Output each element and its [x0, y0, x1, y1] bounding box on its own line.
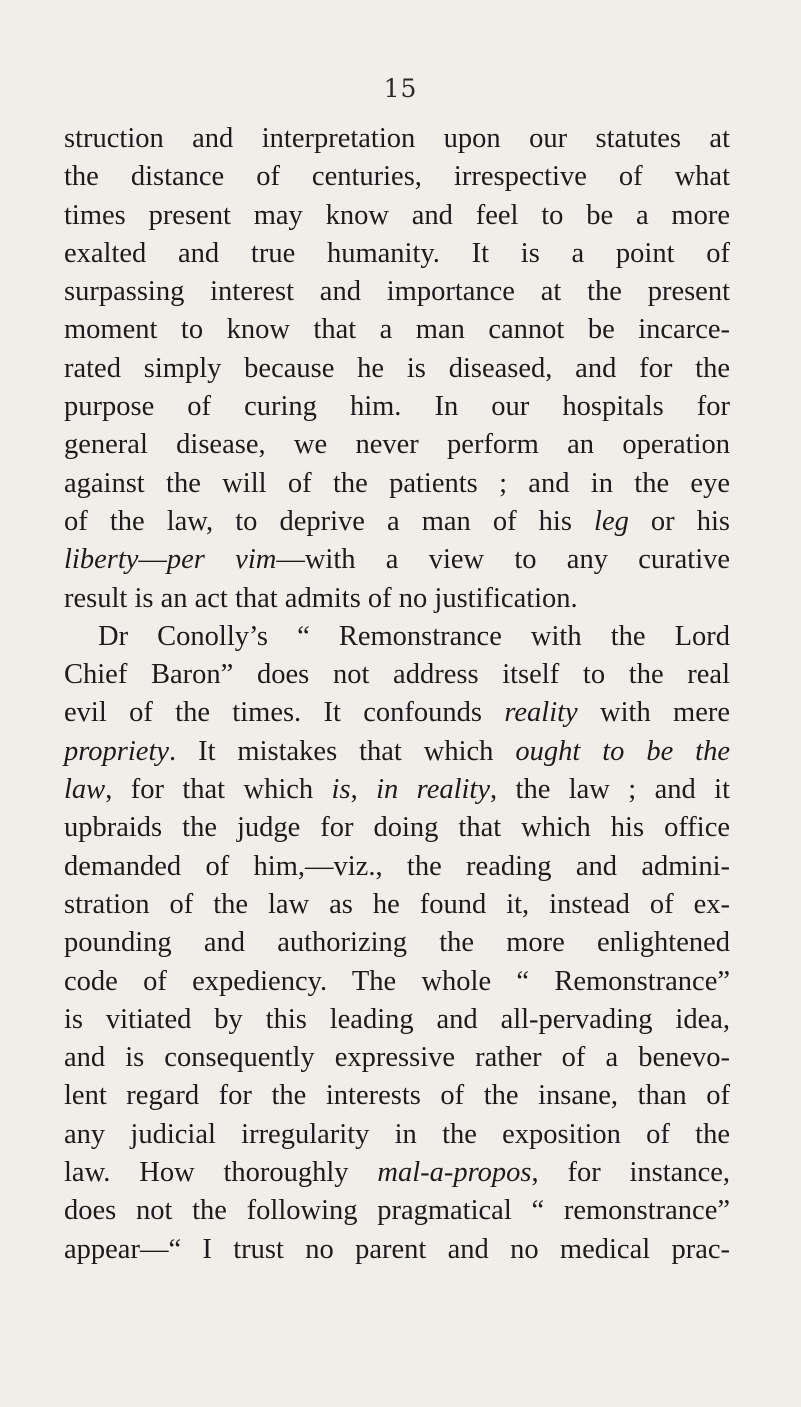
text-fragment: evil of the times. It confounds — [64, 697, 505, 729]
text-line — [64, 197, 730, 235]
italic-text: is — [331, 774, 351, 806]
text-fragment: appear—“ I trust no parent and no medical prac- — [64, 1233, 730, 1265]
body-text — [64, 120, 730, 1269]
text-line — [64, 618, 730, 656]
text-line — [64, 503, 730, 541]
text-fragment: Dr Conolly’s “ Remonstrance with the Lord — [98, 620, 730, 652]
italic-text: per vim — [166, 544, 277, 576]
text-fragment: upbraids the judge for doing that which his office — [64, 812, 730, 844]
text-line — [64, 350, 730, 388]
text-fragment: with mere — [577, 697, 730, 729]
text-fragment: purpose of curing him. In our hospitals for — [64, 391, 730, 423]
text-line — [64, 809, 730, 847]
text-line — [64, 273, 730, 311]
text-fragment: stration of the law as he found it, instead of ex- — [64, 888, 730, 920]
text-fragment: any judicial irregularity in the exposition of the — [64, 1118, 730, 1150]
text-line — [64, 1231, 730, 1269]
text-fragment: exalted and true humanity. It is a point of — [64, 237, 730, 269]
text-fragment: result is an act that admits of no justification. — [64, 582, 578, 614]
text-fragment: . It mistakes that which — [169, 735, 516, 767]
text-fragment: or his — [628, 505, 731, 537]
italic-text: mal-a-propos — [377, 1157, 532, 1189]
text-line — [64, 426, 730, 464]
text-line — [64, 235, 730, 273]
text-line — [64, 848, 730, 886]
text-line — [64, 1039, 730, 1077]
text-line — [64, 886, 730, 924]
text-fragment: rated simply because he is diseased, and for the — [64, 352, 730, 384]
text-line — [64, 1077, 730, 1115]
italic-text: propriety — [64, 735, 170, 767]
text-fragment: code of expediency. The whole “ Remonstrance” — [64, 965, 730, 997]
text-fragment: —with a view to any curative — [276, 544, 731, 576]
text-line — [64, 580, 730, 618]
text-fragment: pounding and authorizing the more enlightened — [64, 927, 730, 959]
text-fragment: surpassing interest and importance at the present — [64, 276, 730, 308]
text-fragment: general disease, we never perform an operation — [64, 429, 730, 461]
text-line — [64, 733, 730, 771]
text-line — [64, 388, 730, 426]
italic-text: ought to be the — [515, 735, 730, 767]
italic-text: law — [64, 774, 106, 806]
page-number: 15 — [383, 74, 418, 103]
text-line — [64, 771, 730, 809]
text-line — [64, 311, 730, 349]
text-fragment: moment to know that a man cannot be incarce- — [64, 314, 730, 346]
text-line — [64, 1116, 730, 1154]
text-fragment: , for that which — [105, 774, 332, 806]
text-line — [64, 465, 730, 503]
text-fragment: times present may know and feel to be a more — [64, 199, 730, 231]
italic-text: liberty — [64, 544, 139, 576]
italic-text: in reality — [376, 774, 490, 806]
text-fragment: does not the following pragmatical “ remonstrance” — [64, 1195, 730, 1227]
text-fragment: lent regard for the interests of the insane, than of — [64, 1080, 730, 1112]
text-fragment: , for instance, — [531, 1157, 731, 1189]
text-fragment: Chief Baron” does not address itself to the real — [64, 659, 730, 691]
text-line — [64, 120, 730, 158]
italic-text: reality — [504, 697, 578, 729]
text-line — [64, 541, 730, 579]
text-line — [64, 656, 730, 694]
text-fragment: , — [350, 774, 377, 806]
text-line — [64, 1154, 730, 1192]
text-fragment: law. How thoroughly — [64, 1157, 378, 1189]
text-line — [64, 924, 730, 962]
text-fragment: struction and interpretation upon our statutes at — [64, 123, 730, 154]
text-fragment: is vitiated by this leading and all-pervading idea, — [64, 1003, 730, 1035]
text-fragment: demanded of him,—viz., the reading and admini- — [64, 850, 730, 882]
italic-text: leg — [594, 505, 629, 537]
text-fragment: against the will of the patients ; and in the eye — [64, 467, 730, 499]
text-fragment: — — [138, 544, 167, 576]
text-line — [64, 1192, 730, 1230]
text-fragment: , the law ; and it — [490, 774, 730, 806]
text-line — [64, 963, 730, 1001]
text-fragment: the distance of centuries, irrespective of what — [64, 161, 730, 193]
text-line — [64, 1001, 730, 1039]
text-line — [64, 158, 730, 196]
text-fragment: and is consequently expressive rather of a benevo- — [64, 1042, 730, 1074]
text-fragment: of the law, to deprive a man of his — [64, 505, 595, 537]
text-line — [64, 694, 730, 732]
